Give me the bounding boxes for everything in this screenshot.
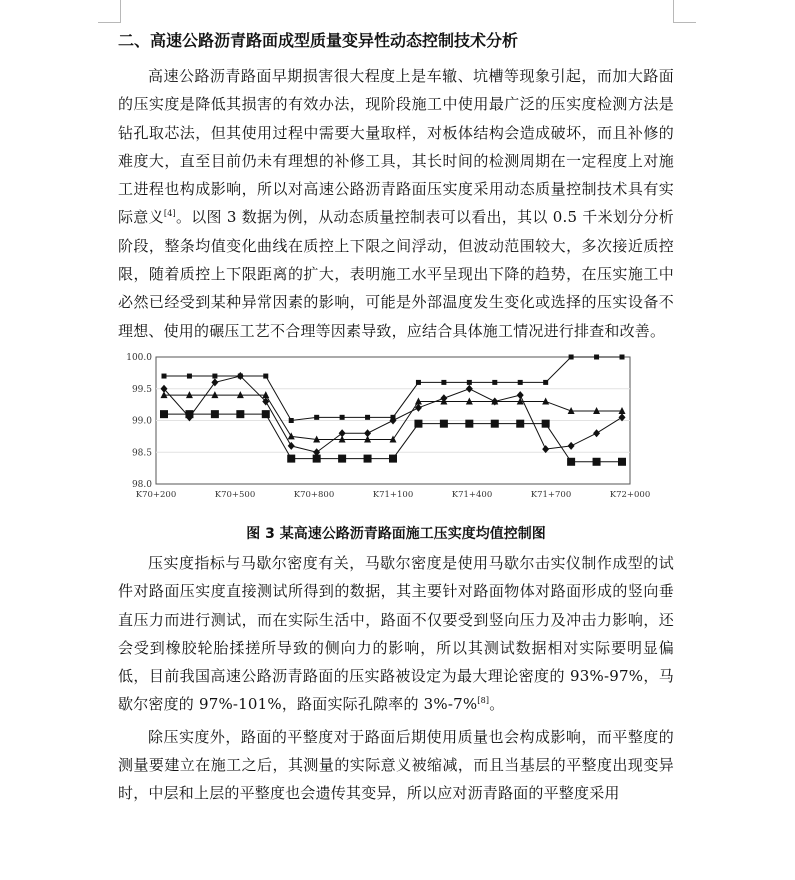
series-1-point [620, 354, 625, 359]
series-1-point [467, 380, 472, 385]
series-1-point [162, 374, 167, 379]
series-1-point [416, 380, 421, 385]
paragraph-3: 除压实度外，路面的平整度对于路面后期使用质量也会构成影响，而平整度的测量要建立在施工之后，其测量的实际意义被缩减，而且当基层的平整度出现变异时，中层和上层的平整度也会遗传其变异，所以应对沥青路面的平整度采用 [118, 727, 674, 803]
page-corner-top-left [98, 0, 121, 23]
series-4-point [440, 420, 448, 428]
series-3-point [364, 429, 371, 437]
series-4-point [567, 458, 575, 466]
x-tick-label: K71+700 [530, 489, 572, 500]
series-1-point [441, 380, 446, 385]
series-4-point [262, 410, 270, 418]
series-1-point [187, 374, 192, 379]
document-page [118, 28, 674, 808]
series-4-point [236, 410, 244, 418]
y-tick-label: 99.0 [131, 416, 152, 427]
series-4-point [338, 455, 346, 463]
series-1-point [594, 354, 599, 359]
series-4-point [593, 458, 601, 466]
series-1-point [263, 374, 268, 379]
series-4-point [465, 420, 473, 428]
series-4-point [185, 410, 193, 418]
x-tick-label: K72+000 [609, 489, 651, 500]
citation-8: [8] [477, 696, 490, 706]
section-title: 二、高速公路沥青路面成型质量变异性动态控制技术分析 [118, 31, 519, 50]
series-1-point [518, 380, 523, 385]
chart-svg [118, 351, 674, 523]
series-3-point [466, 385, 473, 393]
series-1-point [340, 415, 345, 420]
paragraph-1 [118, 62, 674, 345]
series-4-point [211, 410, 219, 418]
series-4-point [491, 420, 499, 428]
series-4-point [364, 455, 372, 463]
series-4-point [516, 420, 524, 428]
series-4-point [618, 458, 626, 466]
series-3-point [517, 391, 524, 399]
figure-3-chart [118, 351, 674, 523]
series-2-point [288, 432, 295, 439]
x-tick-label: K70+500 [214, 489, 256, 500]
series-1-point [569, 354, 574, 359]
x-tick-label: K71+400 [451, 489, 493, 500]
series-4-point [160, 410, 168, 418]
series-4-point [542, 420, 550, 428]
y-tick-label: 100.0 [126, 352, 152, 363]
page-corner-top-right [673, 0, 696, 23]
citation-4: [4] [163, 209, 176, 219]
paragraph-2-text-a: 压实度指标与马歇尔密度有关，马歇尔密度是使用马歇尔击实仪制作成型的试件对路面压实度直接测试所得到的数据，其主要针对路面物体对路面形成的竖向垂直压力而进行测试，而在实际生活中，路面不仅要受到竖向压力及冲击力影响，还会受到橡胶轮胎揉搓所导致的侧向力的影响，所以其测试数据相对实际要明显偏低，目前我国高速公路沥青路面的压实路被设定为最大理论密度的 93%-97%，马歇尔密度的 97%-101%，路面实际孔隙率的 3%-7% [118, 553, 674, 714]
paragraph-1-text-a: 高速公路沥青路面早期损害很大程度上是车辙、坑槽等现象引起，而加大路面的压实度是降低其损害的有效办法，现阶段施工中使用最广泛的压实度检测方法是钻孔取芯法，但其使用过程中需要大量取样，对板体结构会造成破坏，而且补修的难度大，直至目前仍未有理想的补修工具，其长时间的检测周期在一定程度上对施工进程也构成影响，所以对高速公路沥青路面压实度采用动态质量控制技术具有实际意义 [118, 67, 674, 227]
y-tick-label: 99.5 [131, 384, 152, 395]
series-1-point [212, 374, 217, 379]
series-4-point [414, 420, 422, 428]
series-1-point [543, 380, 548, 385]
series-4-point [389, 455, 397, 463]
series-3-point [568, 442, 575, 450]
series-3-point [339, 429, 346, 437]
paragraph-2 [118, 549, 674, 719]
paragraph-2-text-b: 。 [489, 695, 505, 714]
paragraph-1-text-b: 。以图 3 数据为例，从动态质量控制表可以看出，其以 0.5 千米划分分析阶段，整条均值变化曲线在质控上下限之间浮动，但波动范围较大，多次接近质控限，随着质控上下限距离的扩大，表明施工水平呈现出下降的趋势，在压实施工中必然已经受到某种异常因素的影响，可能是外部温度发生变化或选择的压实设备不理想、使用的碾压工艺不合理等因素导致，应结合具体施工情况进行排查和改善。 [118, 208, 674, 340]
series-3-point [593, 429, 600, 437]
series-3-point [288, 442, 295, 450]
figure-caption: 图 3 某高速公路沥青路面施工压实度均值控制图 [246, 525, 546, 542]
x-tick-label: K70+800 [293, 489, 335, 500]
series-4-point [287, 455, 295, 463]
series-1-point [492, 380, 497, 385]
series-1-point [365, 415, 370, 420]
x-tick-label: K71+100 [372, 489, 414, 500]
x-tick-label: K70+200 [135, 489, 177, 500]
series-1-point [314, 415, 319, 420]
series-1-point [289, 418, 294, 423]
series-4-point [313, 455, 321, 463]
y-tick-label: 98.0 [131, 479, 152, 490]
y-tick-label: 98.5 [131, 448, 152, 459]
